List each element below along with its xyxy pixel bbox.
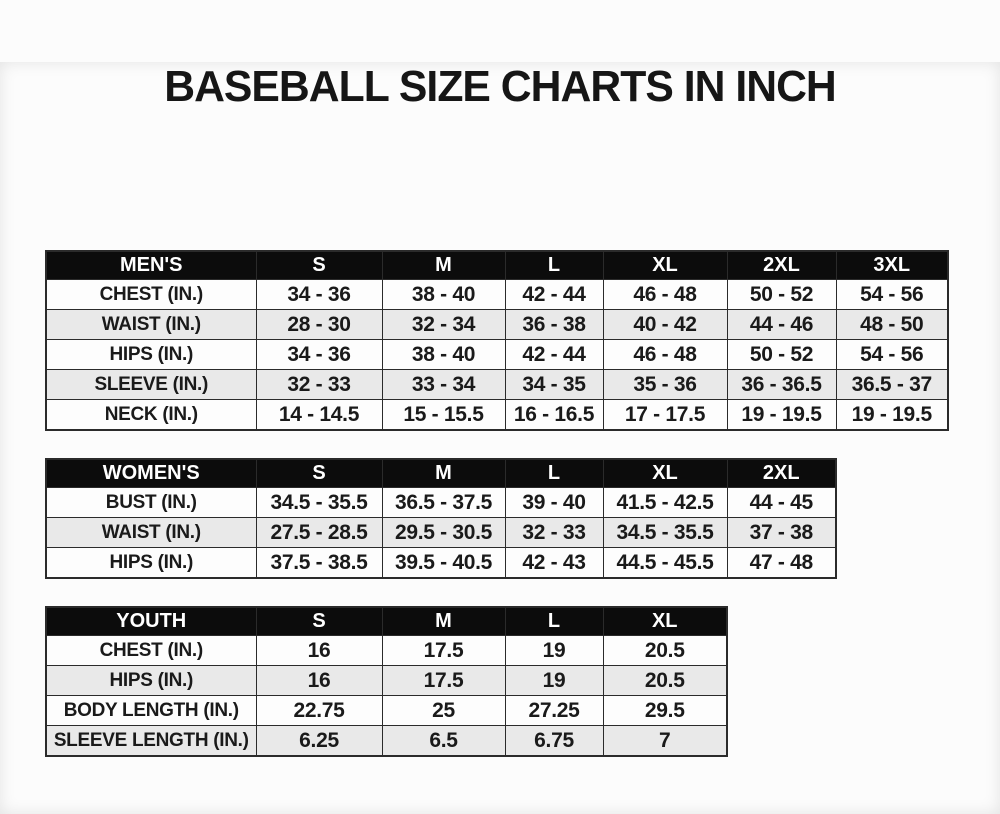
size-column-label: M xyxy=(382,607,505,636)
measurement-label: NECK (IN.) xyxy=(46,400,256,431)
size-value: 16 - 16.5 xyxy=(505,400,603,431)
measurement-label: CHEST (IN.) xyxy=(46,636,256,666)
size-value: 42 - 44 xyxy=(505,280,603,310)
size-value: 35 - 36 xyxy=(603,370,727,400)
mens-group-label: MEN'S xyxy=(46,251,256,280)
measurement-row xyxy=(46,666,727,696)
size-value: 6.5 xyxy=(382,726,505,757)
size-value: 47 - 48 xyxy=(727,548,836,579)
size-column-label: S xyxy=(256,459,382,488)
measurement-label: WAIST (IN.) xyxy=(46,518,256,548)
size-value: 32 - 34 xyxy=(382,310,505,340)
size-column-label: 2XL xyxy=(727,251,836,280)
size-column-label: M xyxy=(382,251,505,280)
size-value: 38 - 40 xyxy=(382,340,505,370)
size-value: 16 xyxy=(256,666,382,696)
size-column-label: XL xyxy=(603,251,727,280)
measurement-label: SLEEVE LENGTH (IN.) xyxy=(46,726,256,757)
size-column-label: 2XL xyxy=(727,459,836,488)
size-value: 33 - 34 xyxy=(382,370,505,400)
size-value: 32 - 33 xyxy=(256,370,382,400)
size-value: 28 - 30 xyxy=(256,310,382,340)
size-value: 44.5 - 45.5 xyxy=(603,548,727,579)
size-value: 44 - 46 xyxy=(727,310,836,340)
size-value: 6.75 xyxy=(505,726,603,757)
size-value: 37 - 38 xyxy=(727,518,836,548)
measurement-row xyxy=(46,310,948,340)
size-value: 36.5 - 37 xyxy=(836,370,948,400)
measurement-row xyxy=(46,518,836,548)
size-value: 36.5 - 37.5 xyxy=(382,488,505,518)
size-column-label: L xyxy=(505,607,603,636)
measurement-label: HIPS (IN.) xyxy=(46,340,256,370)
size-value: 36 - 38 xyxy=(505,310,603,340)
size-value: 54 - 56 xyxy=(836,340,948,370)
size-value: 25 xyxy=(382,696,505,726)
size-value: 38 - 40 xyxy=(382,280,505,310)
size-column-label: L xyxy=(505,459,603,488)
measurement-row xyxy=(46,696,727,726)
size-value: 19 xyxy=(505,666,603,696)
measurement-label: HIPS (IN.) xyxy=(46,666,256,696)
measurement-row xyxy=(46,488,836,518)
size-column-label: 3XL xyxy=(836,251,948,280)
size-value: 36 - 36.5 xyxy=(727,370,836,400)
size-column-label: S xyxy=(256,251,382,280)
measurement-label: BODY LENGTH (IN.) xyxy=(46,696,256,726)
size-value: 34 - 36 xyxy=(256,340,382,370)
size-value: 17.5 xyxy=(382,666,505,696)
measurement-row xyxy=(46,636,727,666)
size-chart-page xyxy=(0,62,1000,814)
mens-size-table xyxy=(45,250,949,431)
measurement-row xyxy=(46,280,948,310)
table-header-row xyxy=(46,607,727,636)
size-column-label: XL xyxy=(603,607,727,636)
measurement-label: BUST (IN.) xyxy=(46,488,256,518)
table-header-row xyxy=(46,251,948,280)
measurement-row xyxy=(46,726,727,757)
size-value: 50 - 52 xyxy=(727,280,836,310)
youth-size-table xyxy=(45,606,728,757)
size-value: 34.5 - 35.5 xyxy=(603,518,727,548)
size-value: 34 - 35 xyxy=(505,370,603,400)
measurement-label: SLEEVE (IN.) xyxy=(46,370,256,400)
table-header-row xyxy=(46,459,836,488)
size-value: 22.75 xyxy=(256,696,382,726)
womens-group-label: WOMEN'S xyxy=(46,459,256,488)
size-value: 29.5 xyxy=(603,696,727,726)
size-value: 41.5 - 42.5 xyxy=(603,488,727,518)
size-value: 39.5 - 40.5 xyxy=(382,548,505,579)
size-column-label: M xyxy=(382,459,505,488)
size-value: 42 - 44 xyxy=(505,340,603,370)
size-column-label: XL xyxy=(603,459,727,488)
size-value: 19 xyxy=(505,636,603,666)
womens-size-table xyxy=(45,458,837,579)
size-column-label: S xyxy=(256,607,382,636)
measurement-label: HIPS (IN.) xyxy=(46,548,256,579)
measurement-row xyxy=(46,340,948,370)
size-value: 19 - 19.5 xyxy=(836,400,948,431)
size-value: 17 - 17.5 xyxy=(603,400,727,431)
size-value: 44 - 45 xyxy=(727,488,836,518)
youth-group-label: YOUTH xyxy=(46,607,256,636)
size-value: 16 xyxy=(256,636,382,666)
size-value: 32 - 33 xyxy=(505,518,603,548)
size-value: 42 - 43 xyxy=(505,548,603,579)
size-value: 17.5 xyxy=(382,636,505,666)
size-value: 37.5 - 38.5 xyxy=(256,548,382,579)
size-value: 39 - 40 xyxy=(505,488,603,518)
size-value: 27.5 - 28.5 xyxy=(256,518,382,548)
size-tables-container xyxy=(45,250,949,784)
size-value: 46 - 48 xyxy=(603,280,727,310)
size-value: 40 - 42 xyxy=(603,310,727,340)
size-value: 15 - 15.5 xyxy=(382,400,505,431)
measurement-label: CHEST (IN.) xyxy=(46,280,256,310)
size-value: 20.5 xyxy=(603,666,727,696)
size-value: 14 - 14.5 xyxy=(256,400,382,431)
size-value: 19 - 19.5 xyxy=(727,400,836,431)
size-value: 34.5 - 35.5 xyxy=(256,488,382,518)
measurement-row xyxy=(46,370,948,400)
size-value: 6.25 xyxy=(256,726,382,757)
size-column-label: L xyxy=(505,251,603,280)
measurement-row xyxy=(46,400,948,431)
size-value: 48 - 50 xyxy=(836,310,948,340)
size-value: 27.25 xyxy=(505,696,603,726)
size-value: 46 - 48 xyxy=(603,340,727,370)
size-value: 20.5 xyxy=(603,636,727,666)
size-value: 29.5 - 30.5 xyxy=(382,518,505,548)
size-value: 50 - 52 xyxy=(727,340,836,370)
measurement-row xyxy=(46,548,836,579)
page-title: BASEBALL SIZE CHARTS IN INCH xyxy=(164,62,836,111)
size-value: 7 xyxy=(603,726,727,757)
size-value: 54 - 56 xyxy=(836,280,948,310)
measurement-label: WAIST (IN.) xyxy=(46,310,256,340)
size-value: 34 - 36 xyxy=(256,280,382,310)
